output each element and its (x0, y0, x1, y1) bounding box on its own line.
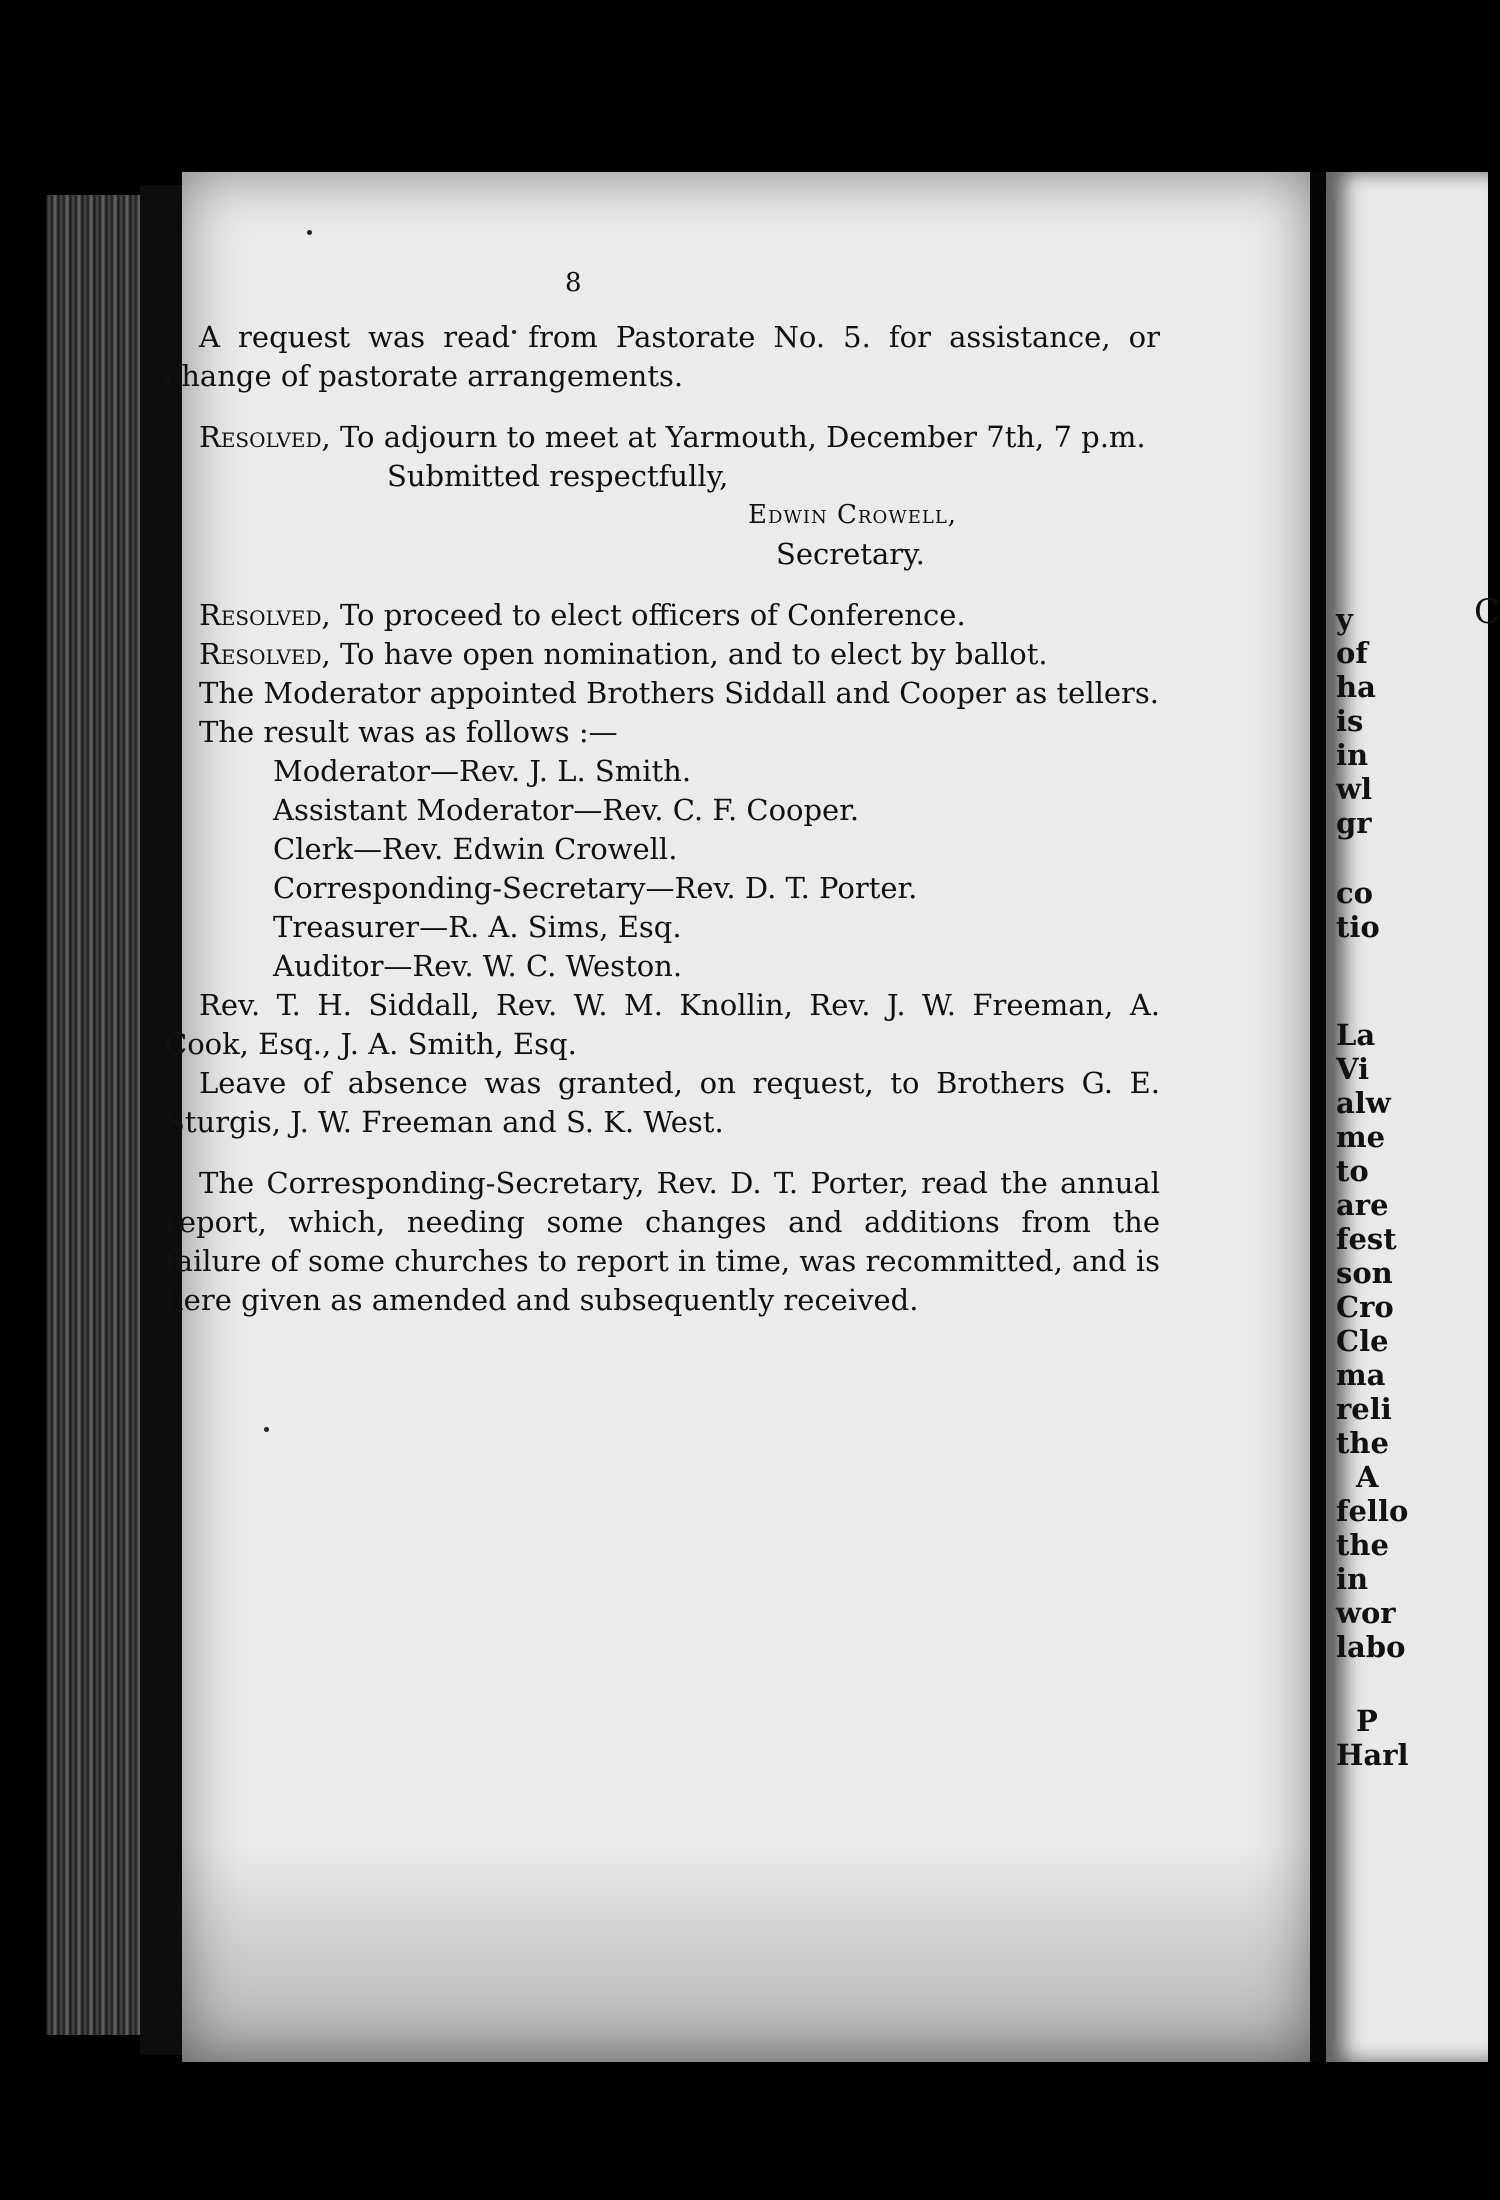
right-fragment: Vi (1336, 1052, 1370, 1086)
right-fragment: of (1336, 636, 1368, 670)
right-fragment: alw (1336, 1086, 1391, 1120)
secretary-title: Secretary. (776, 537, 925, 571)
paragraph-elect (165, 596, 1160, 635)
speck (264, 1427, 269, 1432)
right-fragment: labo (1336, 1630, 1406, 1664)
officer-line: Treasurer—R. A. Sims, Esq. (273, 910, 682, 944)
officer-line: Auditor—Rev. W. C. Weston. (273, 949, 683, 983)
paragraph-committee: Rev. T. H. Siddall, Rev. W. M. Knollin, Rev. J. W. Freeman, A. Cook, Esq., J. A. Smith, Esq. (165, 988, 1160, 1061)
right-fragment: the (1336, 1528, 1389, 1562)
speck (307, 230, 312, 235)
right-fragment: Cro (1336, 1290, 1394, 1324)
right-fragment: son (1336, 1256, 1393, 1290)
resolved-label: Resolved, (199, 637, 331, 671)
right-fragment: y (1336, 602, 1353, 636)
officers-list (165, 752, 1160, 986)
resolved-label: Resolved, (199, 420, 331, 454)
page-number: 8 (565, 268, 582, 298)
nomination-text: To have open nomination, and to elect by ballot. (339, 637, 1048, 671)
paragraph-report: The Corresponding-Secretary, Rev. D. T. Porter, read the annual report, which, needing some changes and additions from the failure of some churches to report in time, was recommitted, and is here given as amended and subsequently received. (165, 1166, 1160, 1317)
right-fragment: co (1336, 876, 1374, 910)
officer-line: Moderator—Rev. J. L. Smith. (273, 754, 692, 788)
right-fragment: the (1336, 1426, 1389, 1460)
paragraph-nomination (165, 635, 1160, 674)
submitted-line: Submitted respectfully, (387, 459, 729, 493)
right-fragment: wl (1336, 772, 1372, 806)
right-fragment: reli (1336, 1392, 1392, 1426)
right-fragment: fello (1336, 1494, 1409, 1528)
right-fragment: Cle (1336, 1324, 1389, 1358)
right-fragment: in (1336, 1562, 1369, 1596)
right-fragment: to (1336, 1154, 1369, 1188)
paragraph-leave: Leave of absence was granted, on request, to Brothers G. E. Sturgis, J. W. Freeman and S. K. West. (165, 1066, 1160, 1139)
paragraph-request: A request was read from Pastorate No. 5. for assistance, or change of pastorate arrangements. (165, 320, 1160, 393)
right-fragment: A (1356, 1460, 1379, 1494)
page-body (165, 318, 1160, 1320)
officer-line: Assistant Moderator—Rev. C. F. Cooper. (273, 793, 860, 827)
elect-text: To proceed to elect officers of Conference. (339, 598, 966, 632)
right-fragment: ma (1336, 1358, 1386, 1392)
right-page-slice (1326, 172, 1500, 2062)
page-shading (182, 1842, 1312, 2062)
right-fragment: ha (1336, 670, 1376, 704)
right-fragment: is (1336, 704, 1364, 738)
right-fragment: P (1356, 1704, 1378, 1738)
right-fragment: La (1336, 1018, 1376, 1052)
secretary-name: Edwin Crowell, (748, 500, 958, 530)
resolved-label: Resolved, (199, 598, 331, 632)
right-fragment: are (1336, 1188, 1389, 1222)
right-fragment: me (1336, 1120, 1386, 1154)
right-page-heading: C (1474, 592, 1500, 632)
right-fragment: gr (1336, 806, 1372, 840)
right-fragment: in (1336, 738, 1369, 772)
officer-line: Corresponding-Secretary—Rev. D. T. Porter. (273, 871, 918, 905)
paragraph-tellers: The Moderator appointed Brothers Siddall and Cooper as tellers. (199, 676, 1160, 710)
right-fragment: wor (1336, 1596, 1396, 1630)
right-fragment: Harl (1336, 1738, 1409, 1772)
adjourn-text: To adjourn to meet at Yarmouth, December 7th, 7 p.m. (339, 420, 1146, 454)
officer-line: Clerk—Rev. Edwin Crowell. (273, 832, 678, 866)
right-fragment: fest (1336, 1222, 1397, 1256)
paragraph-result-intro: The result was as follows :— (199, 715, 618, 749)
paragraph-adjourn (165, 418, 1160, 457)
right-fragment: tio (1336, 910, 1380, 944)
